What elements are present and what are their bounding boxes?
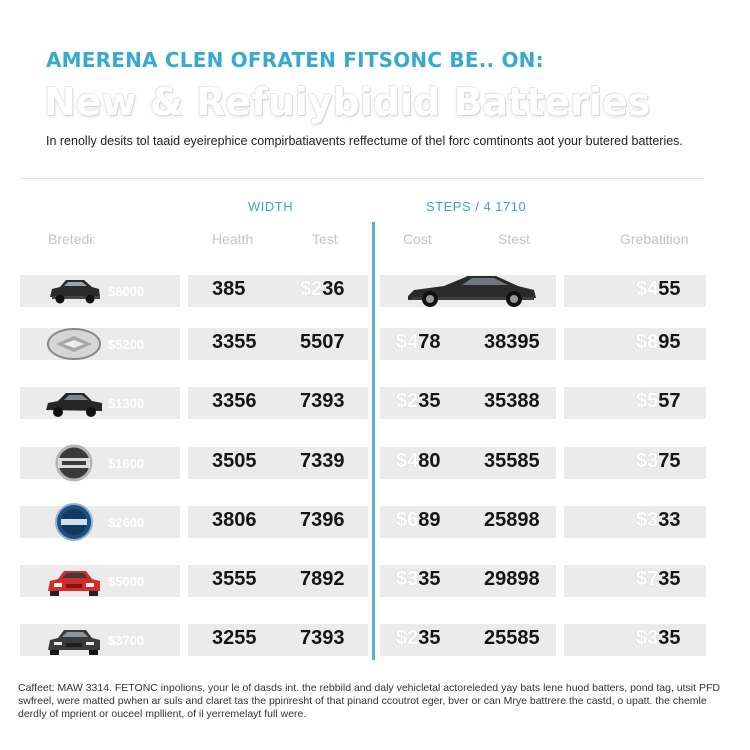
test-value: 7339 [300, 450, 345, 472]
health-value: 3255 [212, 627, 257, 649]
table-row [0, 387, 750, 419]
table-row [0, 328, 750, 360]
ghost-price: $1600 [108, 456, 145, 471]
cost-value: $480 [396, 450, 441, 472]
header-divider [20, 178, 704, 179]
sedan-car-icon [44, 271, 104, 311]
red-car-icon [44, 561, 104, 601]
page-subtitle: In renolly desits tol taaid eyeirephice compirbatiavents reffectume of thel forc comtinonts aot your butered batteries. [46, 134, 683, 148]
eyebrow-heading: AMERENA CLEN OFRATEN FITSONC BE.. ON: [46, 48, 544, 72]
health-value: 3355 [212, 331, 257, 353]
ghost-price: $3700 [108, 633, 145, 648]
blue-badge-icon [44, 502, 104, 542]
stest-value: 35388 [484, 390, 540, 412]
grey-sedan-icon [44, 620, 104, 660]
group-header-steps: STEPS / 4 1710 [426, 199, 527, 214]
table-row [0, 447, 750, 479]
grade-value: $335 [636, 627, 681, 649]
column-header-health: Heatth [212, 231, 254, 247]
ghost-price: $5200 [108, 337, 145, 352]
test-value: 7393 [300, 390, 345, 412]
column-header-test: Test [312, 231, 338, 247]
test-value: 5507 [300, 331, 345, 353]
silver-emblem-icon [44, 324, 104, 364]
health-value: 3555 [212, 568, 257, 590]
health-value: 385 [212, 278, 246, 300]
table-row [0, 565, 750, 597]
column-header-grade: Grebatition [620, 231, 689, 247]
stest-value: 25898 [484, 509, 540, 531]
test-value: 7393 [300, 627, 345, 649]
grade-value: $557 [636, 390, 681, 412]
cost-value: $478 [396, 331, 441, 353]
page-title: New & Refuiybidid Batteries [44, 80, 651, 124]
health-value: 3806 [212, 509, 257, 531]
test-value: 7396 [300, 509, 345, 531]
cost-value: $235 [396, 390, 441, 412]
stest-value: 35585 [484, 450, 540, 472]
test-value: 7892 [300, 568, 345, 590]
stest-value: 38395 [484, 331, 540, 353]
stest-value: 29898 [484, 568, 540, 590]
health-value: 3505 [212, 450, 257, 472]
column-header-brand: Bretedi: [48, 231, 97, 247]
grade-value: $333 [636, 509, 681, 531]
grade-value: $375 [636, 450, 681, 472]
ghost-price: $1300 [108, 396, 145, 411]
health-value: 3356 [212, 390, 257, 412]
cost-value: $689 [396, 509, 441, 531]
test-value: $236 [300, 278, 345, 300]
footer-note: Caffeet: MAW 3314. FETONC inpolions, your le of dasds int. the rebbild and daly vehicletal actoreleded yay bats lene huod batters, pond tag, utsit PFD swfreel, were matted pwhen ar suls and claret tas the ppinresht of that pinand ccoutrot eger, bver or can Mrye battrere the castd, o upatt. the chemle derdly of mprient or ouceel mpllient, of il yerremelayt full were. [18, 682, 720, 720]
sports-car-icon [404, 266, 540, 310]
column-header-cost: Cost [403, 231, 432, 247]
group-header-width: WIDTH [248, 199, 294, 214]
grade-value: $455 [636, 278, 681, 300]
coupe-car-icon [44, 383, 104, 423]
ghost-price: $8000 [108, 284, 145, 299]
ghost-price: $5000 [108, 574, 145, 589]
ghost-price: $2600 [108, 515, 145, 530]
grade-value: $895 [636, 331, 681, 353]
chrome-badge-icon [44, 443, 104, 483]
column-header-stest: Stest [498, 231, 530, 247]
cost-value: $235 [396, 627, 441, 649]
cost-value: $335 [396, 568, 441, 590]
table-row [0, 624, 750, 656]
grade-value: $735 [636, 568, 681, 590]
stest-value: 25585 [484, 627, 540, 649]
table-row [0, 275, 750, 307]
table-row [0, 506, 750, 538]
